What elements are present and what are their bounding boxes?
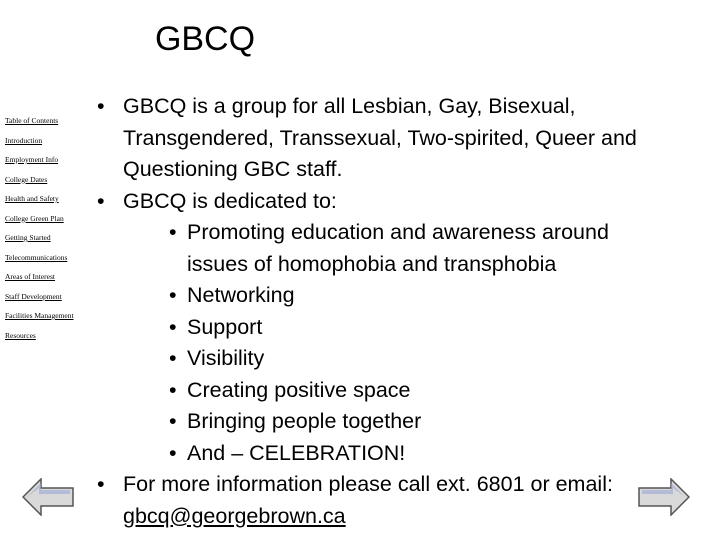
sub-bullet-together xyxy=(97,406,712,438)
slide-body xyxy=(97,91,712,532)
body-text-line: Creating positive space xyxy=(187,377,411,402)
toc-link-college-dates[interactable]: College Dates xyxy=(5,174,48,184)
bullet-marker: • xyxy=(169,346,177,370)
bullet-contact xyxy=(97,469,712,532)
toc-link-areas-of-interest[interactable]: Areas of Interest xyxy=(5,272,55,281)
toc-link-employment-info[interactable]: Employment Info xyxy=(5,155,59,164)
toc-link-introduction[interactable]: Introduction xyxy=(5,135,43,145)
table-of-contents xyxy=(5,111,95,345)
toc-link-college-green-plan[interactable]: College Green Plan xyxy=(5,213,64,223)
bullet-dedicated-to xyxy=(97,186,712,218)
body-text-line: And – CELEBRATION! xyxy=(187,440,406,465)
bullet-marker: • xyxy=(169,220,177,244)
body-text-line: Bringing people together xyxy=(187,409,422,433)
next-slide-button[interactable] xyxy=(638,478,690,521)
toc-link-health-and-safety[interactable]: Health and Safety xyxy=(5,194,59,203)
bullet-marker: • xyxy=(97,188,105,213)
body-text-line: Questioning GBC staff. xyxy=(123,157,343,181)
sub-bullet-visibility xyxy=(97,343,712,375)
toc-link-staff-development[interactable]: Staff Development xyxy=(5,291,62,301)
body-text-line: Transgendered, Transsexual, Two-spirited, Queer and xyxy=(123,125,637,150)
body-text-line: Support xyxy=(187,314,263,339)
bullet-marker: • xyxy=(169,314,177,339)
sub-bullet-positive-space xyxy=(97,375,712,407)
sub-bullet-celebration xyxy=(97,438,712,470)
toc-link-telecommunications[interactable]: Telecommunications xyxy=(5,252,68,262)
sub-bullet-networking xyxy=(97,280,712,312)
email-link[interactable]: gbcq@georgebrown.ca xyxy=(123,503,346,528)
toc-link-resources[interactable]: Resources xyxy=(5,330,36,340)
left-arrow-icon xyxy=(22,478,74,516)
previous-slide-button[interactable] xyxy=(22,478,74,521)
toc-link-table-of-contents[interactable]: Table of Contents xyxy=(5,116,59,125)
bullet-marker: • xyxy=(169,409,177,433)
body-text-line: issues of homophobia and transphobia xyxy=(187,251,557,276)
slide-title: GBCQ xyxy=(154,20,256,58)
bullet-marker: • xyxy=(97,94,105,118)
body-text-line: Promoting education and awareness around xyxy=(187,220,609,244)
right-arrow-icon xyxy=(638,478,690,516)
toc-link-getting-started[interactable]: Getting Started xyxy=(5,233,51,242)
bullet-marker: • xyxy=(169,440,177,465)
body-text-line: For more information please call ext. 6801 or email: xyxy=(123,472,613,496)
body-text-line: GBCQ is dedicated to: xyxy=(123,188,337,213)
bullet-marker: • xyxy=(169,283,177,307)
toc-link-facilities-management[interactable]: Facilities Management xyxy=(5,311,74,320)
body-text-line: GBCQ is a group for all Lesbian, Gay, Bisexual, xyxy=(123,94,576,118)
sub-bullet-promoting xyxy=(97,217,712,280)
body-text-line: Networking xyxy=(187,283,295,307)
bullet-marker: • xyxy=(169,377,177,402)
bullet-group-description xyxy=(97,91,712,186)
bullet-marker: • xyxy=(97,472,105,496)
body-text-line: Visibility xyxy=(187,346,265,370)
sub-bullet-support xyxy=(97,312,712,344)
